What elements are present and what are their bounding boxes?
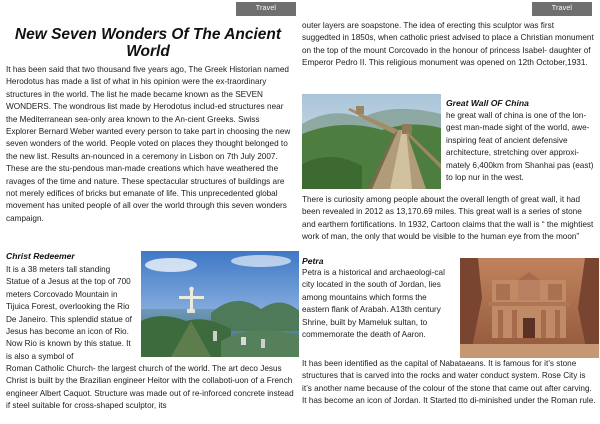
christ-redeemer-text-wrap: It is a 38 meters tall standing Statue of a Jesus at the top of 700 meters Corcovado Mountain in Tijuica Forest, overlooking the Rio De Janeiro. This splendid statue of Jesus has become an icon of Rio. Now Rio is known by this statue. It is also a symbol of — [6, 265, 132, 361]
christ-redeemer-photo — [141, 251, 299, 357]
petra-text-full: It has been identified as the capital of Nabataeans. It is famous for it’s stone structures that is carved into the rocks and water conduct system. Rose City is it’s another name because of the colour of the stone that came out after carving. It has become an icon of Jordan. It Started tto di-minished under the Roman rule. — [302, 359, 596, 406]
christ-redeemer-continued: outer layers are soapstone. The idea of erecting this sculptor was first suggedted in 1850s, when catholic priest advised to place a Christian monument on the top of the mount Corcovado in the honour of princess Isabel- daughter of Emperor Pedro II. This religious monument was opened on 12th October,1931. — [302, 21, 594, 68]
petra-photo — [460, 258, 599, 358]
petra-heading: Petra — [302, 256, 324, 266]
petra-text-wrap: Petra is a historical and archaeologi-cal city located in the south of Jordan, lies among mountains which forms the eastern flank of Arabah. A13th century Shrine, built by Mameluk sultan, to commemorate the death of Aaron. — [302, 268, 445, 340]
article-title: New Seven Wonders Of The Ancient World — [14, 26, 282, 60]
christ-redeemer-text-full: Roman Catholic Church- the largest church of the world. The art deco Jesus Christ is built by the Brazilian engineer Heitor with the collaboti-uon of a French engineer Albert Caquot. Structure was made out of re-inforced concrete instead if steel suitable for cross-shaped sculptor, its — [6, 364, 294, 411]
great-wall-photo — [302, 94, 441, 189]
great-wall-heading: Great Wall OF China — [446, 98, 529, 108]
christ-redeemer-heading: Christ Redeemer — [6, 251, 75, 261]
great-wall-text-full: There is curiosity among people abouкt the overall length of great wall, it had been revealed in 2012 as 13,170.69 miles. This great wall is a series of stone and earthern fortifications. In 1932, Cartoon claims that the wall is “ the mightiest work of man, the only that would be visible to the human eye from the moon” — [302, 195, 594, 242]
intro-paragraph: It has been said that two thousand five years ago, The Greek Historian named Herodotus has made a list of what in his opinion were the ex-traordinary structures in the world. The list he made became known as the SEVEN WONDERS. The wondrous list made by Herodotus includ-ed structures near the Mediterranean sea-only area known to the An-cient Greeks. Swiss Explorer Bernard Weber wanted every person to take part in choosing the new seven wonders of the world. People voted on places they thought belonged to the new list. Results an-nounced in a ceremony in Lisbon on 7th July 2007. These are the stu-pendous man-made creations which have weathered the ravages of the time and nature. These spectacular structures of buildings are not merely edifices of bricks but emanate of life. This unprecedented global movement has united people of all over the world through this seven wonders campaign. — [6, 65, 291, 223]
great-wall-text-wrap: he great wall of china is one of the lon-gest man-made sight of the world, awe-inspiring feat of ancient defensive architecture, stretching over approxi-mately 6,400km from Shanhai pas (east) to lop nur in the west. — [446, 111, 594, 183]
right-page — [300, 0, 600, 424]
travel-tag: Travel — [532, 2, 592, 16]
travel-tag: Travel — [236, 2, 296, 16]
